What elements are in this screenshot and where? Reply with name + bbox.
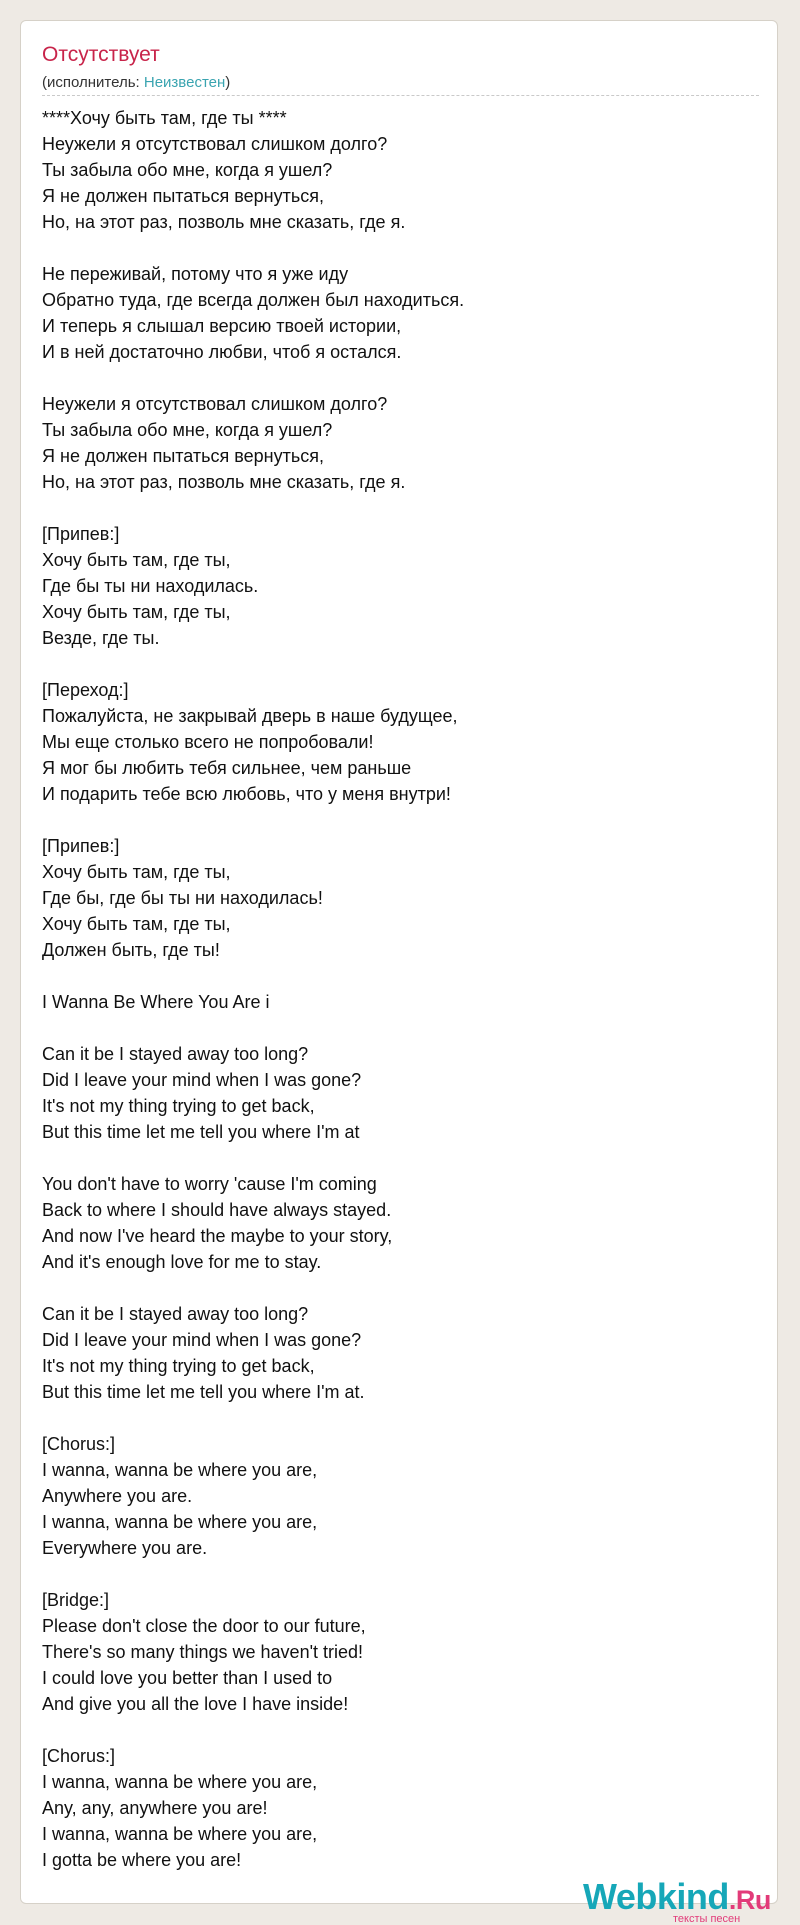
lyrics-line: Any, any, anywhere you are! [42,1798,268,1818]
lyrics-card [20,20,778,1925]
lyrics-line: [Chorus:] [42,1434,116,1454]
lyrics-line: Неужели я отсутствовал слишком долго? [42,394,388,414]
lyrics-line: [Припев:] [42,524,120,544]
lyrics-line: I Wanna Be Where You Are i [42,992,270,1012]
lyrics-line: It's not my thing trying to get back, [42,1356,315,1376]
lyrics-line: И подарить тебе всю любовь, что у меня внутри! [42,784,451,804]
lyrics-line: Can it be I stayed away too long? [42,1044,309,1064]
lyrics-line: Неужели я отсутствовал слишком долго? [42,134,388,154]
lyrics-line: Пожалуйста, не закрывай дверь в наше будущее, [42,706,458,726]
lyrics-line: Хочу быть там, где ты, [42,550,231,570]
lyrics-line: Обратно туда, где всегда должен был находиться. [42,290,465,310]
artist-suffix: ) [225,74,231,91]
lyrics-line: But this time let me tell you where I'm at. [42,1382,365,1402]
lyrics-blank-line [42,651,762,677]
lyrics-line: And now I've heard the maybe to your story, [42,1226,393,1246]
lyrics-line: But this time let me tell you where I'm at [42,1122,360,1142]
lyrics-line: Everywhere you are. [42,1538,208,1558]
logo-tagline: тексты песен [673,1913,741,1925]
lyrics-line: Can it be I stayed away too long? [42,1304,309,1324]
lyrics-line: Please don't close the door to our future, [42,1616,366,1636]
artist-line [42,73,230,93]
lyrics-line: И в ней достаточно любви, чтоб я остался. [42,342,402,362]
page-title: Отсутствует [42,43,160,66]
lyrics-line: It's not my thing trying to get back, [42,1096,315,1116]
lyrics-line: Но, на этот раз, позволь мне сказать, где я. [42,472,406,492]
lyrics-line: I wanna, wanna be where you are, [42,1772,318,1792]
lyrics-line: Я не должен пытаться вернуться, [42,186,324,206]
lyrics-line: Я не должен пытаться вернуться, [42,446,324,466]
lyrics-line: [Переход:] [42,680,129,700]
lyrics-line: Должен быть, где ты! [42,940,220,960]
lyrics-line: Хочу быть там, где ты, [42,862,231,882]
dashed-divider [42,95,759,96]
lyrics-line: [Chorus:] [42,1746,116,1766]
lyrics-line: Но, на этот раз, позволь мне сказать, где я. [42,212,406,232]
lyrics-blank-line [42,1145,762,1171]
lyrics-blank-line [42,365,762,391]
lyrics-blank-line [42,1405,762,1431]
lyrics-line: Did I leave your mind when I was gone? [42,1330,362,1350]
lyrics-line: [Припев:] [42,836,120,856]
lyrics-line: Did I leave your mind when I was gone? [42,1070,362,1090]
lyrics-line: И теперь я слышал версию твоей истории, [42,316,402,336]
lyrics-line: I could love you better than I used to [42,1668,333,1688]
lyrics-line: Везде, где ты. [42,628,160,648]
lyrics-blank-line [42,495,762,521]
lyrics-line: And it's enough love for me to stay. [42,1252,322,1272]
lyrics-blank-line [42,1717,762,1743]
logo-main-text: Webkind [583,1876,729,1917]
lyrics-line: You don't have to worry 'cause I'm coming [42,1174,377,1194]
lyrics-text [42,105,762,1873]
lyrics-line: [Bridge:] [42,1590,110,1610]
artist-prefix: (исполнитель: [42,74,144,91]
lyrics-line: Anywhere you are. [42,1486,193,1506]
lyrics-line: Не переживай, потому что я уже иду [42,264,349,284]
lyrics-blank-line [42,235,762,261]
lyrics-line: I gotta be where you are! [42,1850,242,1870]
logo-wordmark [583,1876,771,1918]
lyrics-line: Хочу быть там, где ты, [42,602,231,622]
lyrics-line: I wanna, wanna be where you are, [42,1512,318,1532]
lyrics-line: I wanna, wanna be where you are, [42,1460,318,1480]
artist-link[interactable]: Неизвестен [143,74,226,91]
lyrics-line: Где бы, где бы ты ни находилась! [42,888,323,908]
lyrics-line: Ты забыла обо мне, когда я ушел? [42,160,333,180]
logo-tld-text: .Ru [728,1885,771,1915]
lyrics-blank-line [42,1561,762,1587]
lyrics-blank-line [42,1275,762,1301]
lyrics-line: Хочу быть там, где ты, [42,914,231,934]
lyrics-line: I wanna, wanna be where you are, [42,1824,318,1844]
lyrics-line: Мы еще столько всего не попробовали! [42,732,374,752]
lyrics-line: Где бы ты ни находилась. [42,576,259,596]
lyrics-blank-line [42,963,762,989]
webkind-logo[interactable] [583,1876,793,1924]
lyrics-line: And give you all the love I have inside! [42,1694,349,1714]
lyrics-line: Back to where I should have always stayed. [42,1200,392,1220]
lyrics-line: Я мог бы любить тебя сильнее, чем раньше [42,758,412,778]
lyrics-blank-line [42,807,762,833]
lyrics-blank-line [42,1015,762,1041]
lyrics-line: ****Хочу быть там, где ты **** [42,108,287,128]
lyrics-line: Ты забыла обо мне, когда я ушел? [42,420,333,440]
lyrics-line: There's so many things we haven't tried! [42,1642,364,1662]
